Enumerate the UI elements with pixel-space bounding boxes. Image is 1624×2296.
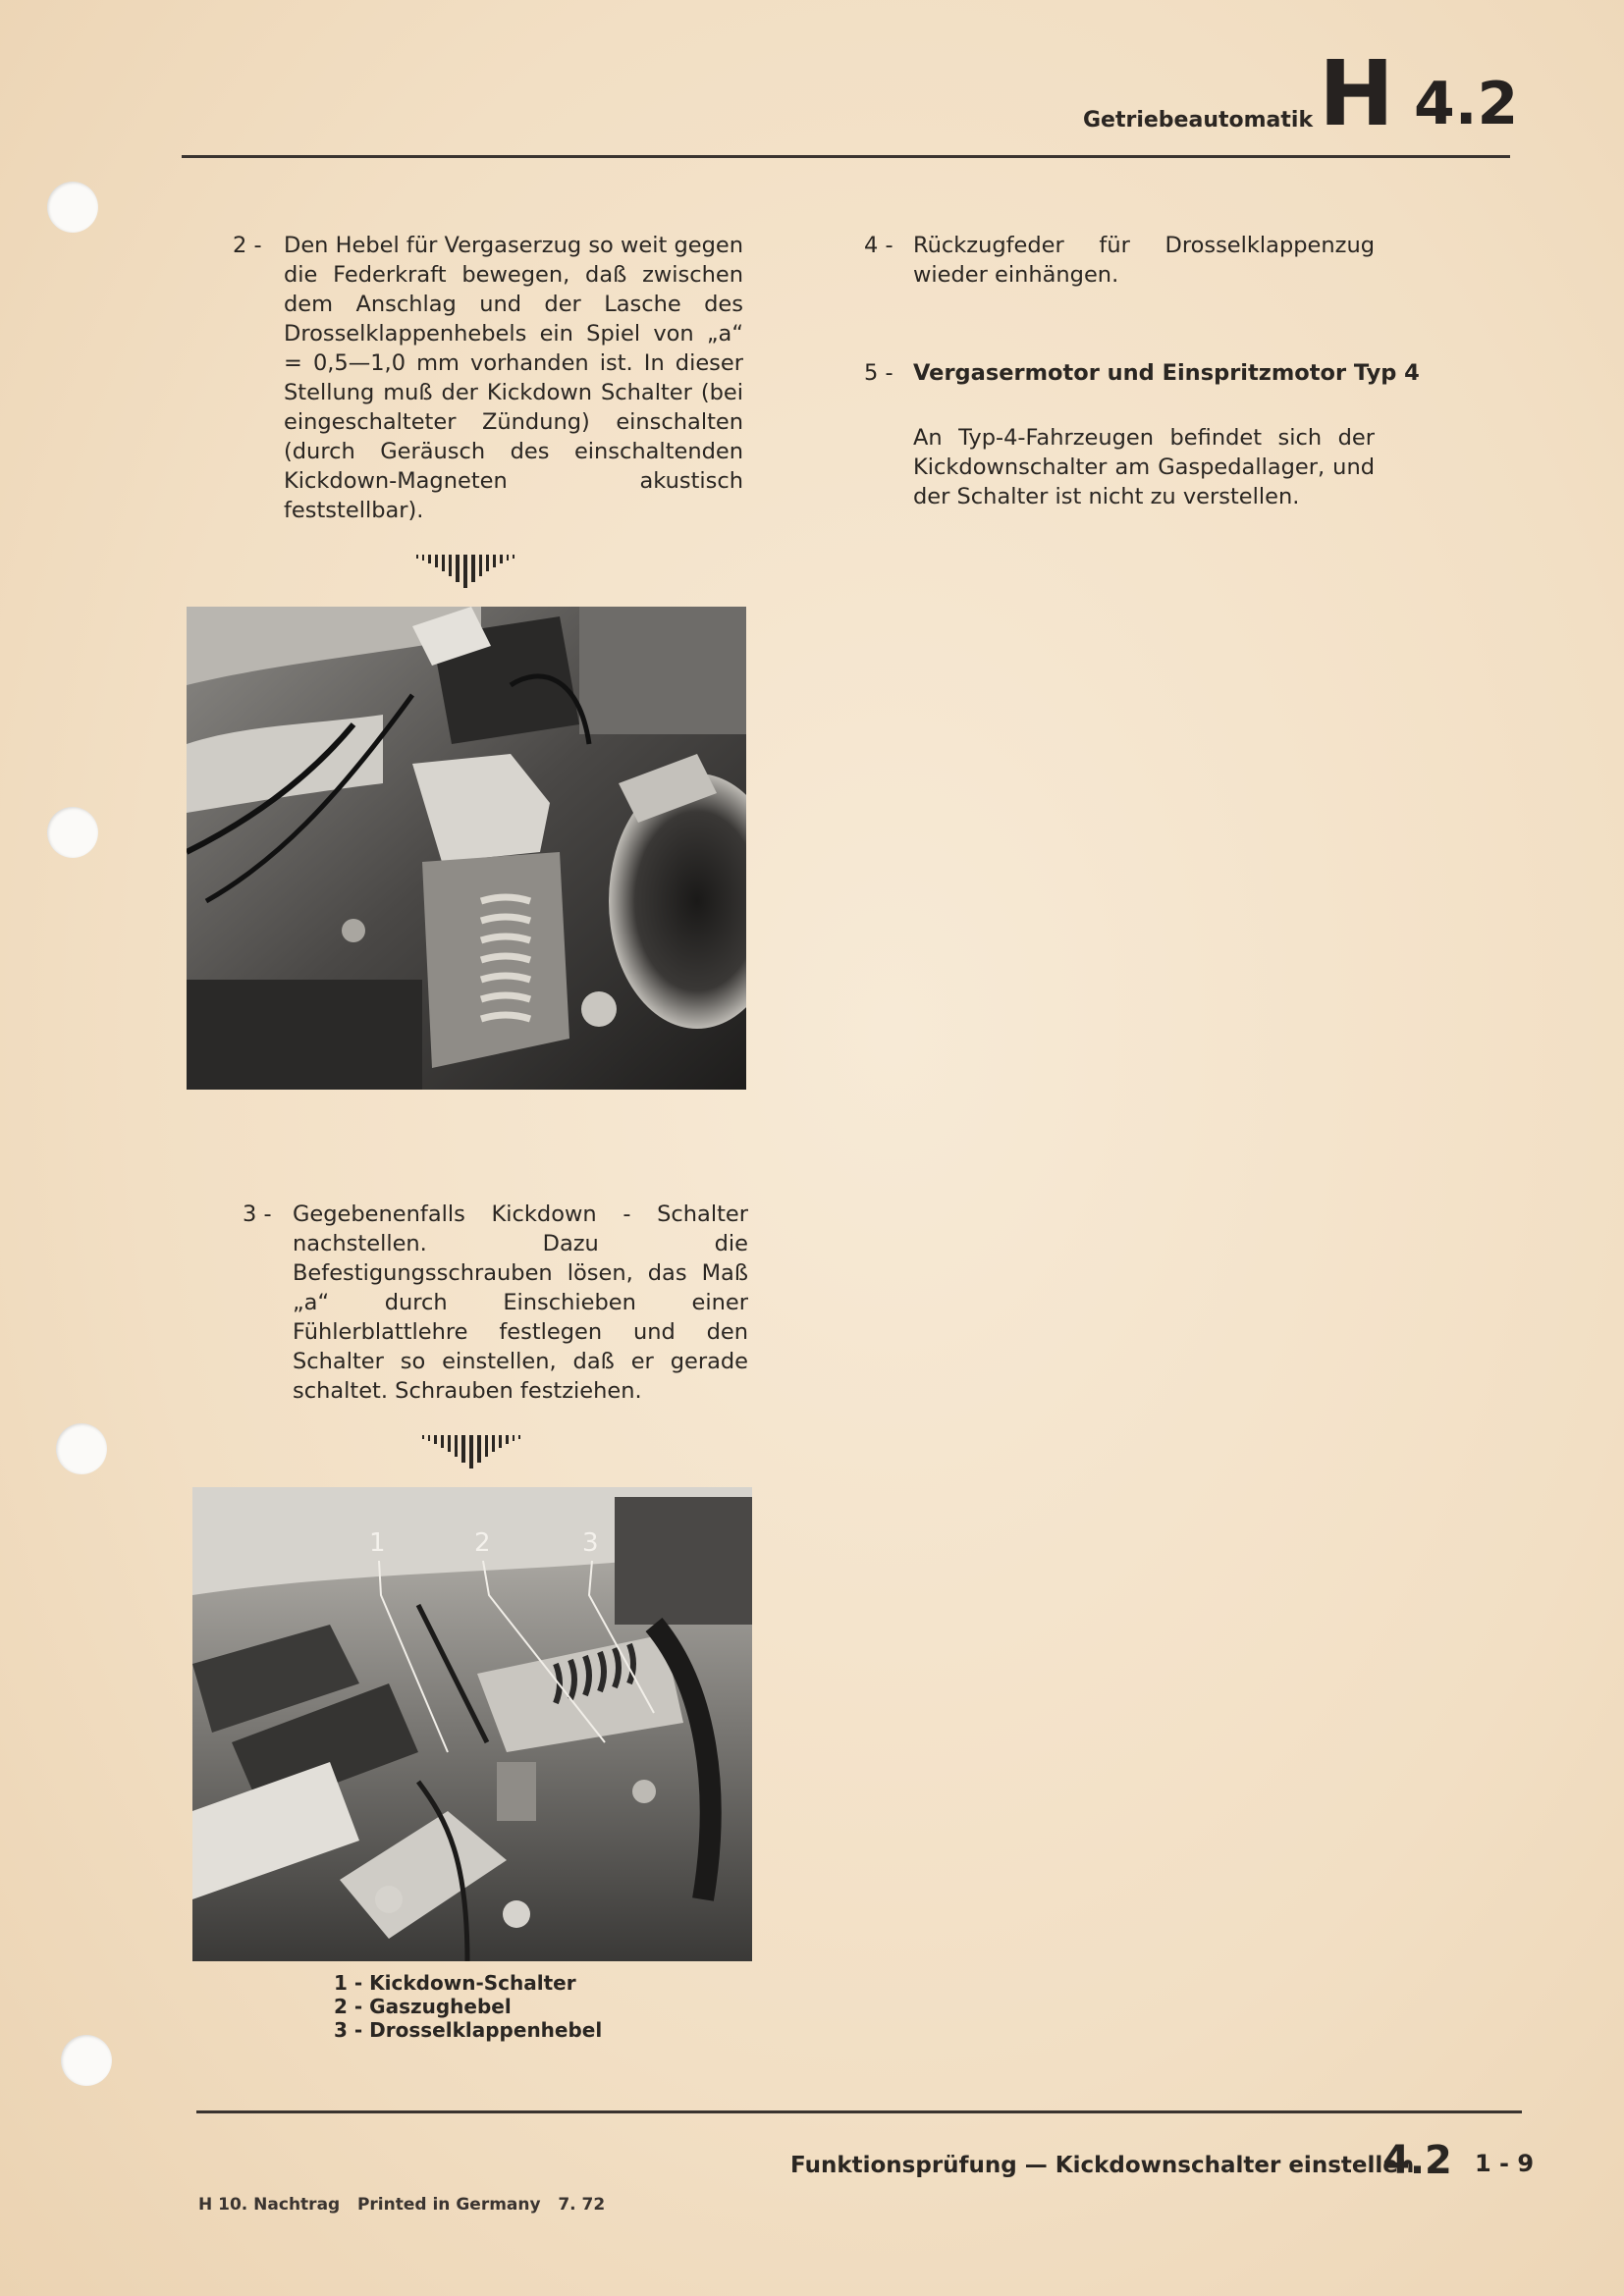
section-number: 4.2: [1414, 70, 1519, 138]
legend-item-3: 3 - Drosselklappenhebel: [334, 2018, 603, 2042]
chapter-title: Getriebeautomatik: [1083, 108, 1314, 133]
binder-hole-2: [47, 807, 98, 858]
step-4: [864, 231, 1375, 294]
page-number: 1 - 9: [1475, 2150, 1535, 2177]
header-rule: [182, 155, 1510, 158]
page-header: [982, 39, 1532, 147]
step-2: [233, 231, 743, 525]
legend-item-2: 2 - Gaszughebel: [334, 1995, 512, 2018]
footer-rule: [196, 2110, 1522, 2113]
binder-hole-4: [61, 2035, 112, 2086]
down-arrow-icon: [418, 1433, 524, 1470]
footer-section-number: 4.2: [1382, 2138, 1452, 2183]
down-arrow-icon: [412, 553, 518, 590]
group-letter: H: [1319, 41, 1394, 146]
footer-title: Funktionsprüfung — Kickdownschalter einstellen: [790, 2153, 1415, 2178]
step-number: 5 -: [864, 360, 893, 386]
step-number: 2 -: [233, 233, 262, 258]
step-text: Gegebenenfalls Kickdown - Schalter nachstellen. Dazu die Befestigungsschrauben lösen, das Maß „a“ durch Einschieben einer Fühlerblattlehre festlegen und den Schalter so einstellen, daß er gerade schaltet. Schrauben festziehen.: [293, 1201, 748, 1404]
step-text: Rückzugfeder für Drosselklappenzug wieder einhängen.: [913, 233, 1375, 288]
binder-hole-3: [56, 1423, 107, 1474]
callout-2: 2: [474, 1528, 491, 1558]
step-text: Den Hebel für Vergaserzug so weit gegen die Federkraft bewegen, daß zwischen dem Anschlag und der Lasche des Drosselklappenhebels ein Spiel von „a“ = 0,5—1,0 mm vorhanden ist. In dieser Stellung muß der Kickdown Schalter (bei eingeschalteter Zündung) einschalten (durch Geräusch des einschaltenden Kickdown-Magneten akustisch feststellbar).: [284, 233, 743, 523]
step-5: [864, 358, 1420, 515]
step-heading: Vergasermotor und Einspritzmotor Typ 4: [913, 360, 1420, 386]
step-3: [243, 1200, 748, 1406]
photo-kickdown-switch-parts: [192, 1487, 752, 1961]
step-number: 4 -: [864, 233, 893, 258]
print-note: H 10. Nachtrag Printed in Germany 7. 72: [198, 2195, 606, 2215]
step-number: 3 -: [243, 1201, 272, 1227]
callout-1: 1: [369, 1528, 386, 1558]
binder-hole-1: [47, 182, 98, 233]
callout-3: 3: [582, 1528, 599, 1558]
photo-kickdown-switch-adjustment: [187, 607, 746, 1090]
photo-legend: [334, 1971, 648, 2046]
step-text: An Typ-4-Fahrzeugen befindet sich der Kickdownschalter am Gaspedallager, und der Schalter ist nicht zu verstellen.: [913, 425, 1375, 509]
legend-item-1: 1 - Kickdown-Schalter: [334, 1971, 576, 1995]
